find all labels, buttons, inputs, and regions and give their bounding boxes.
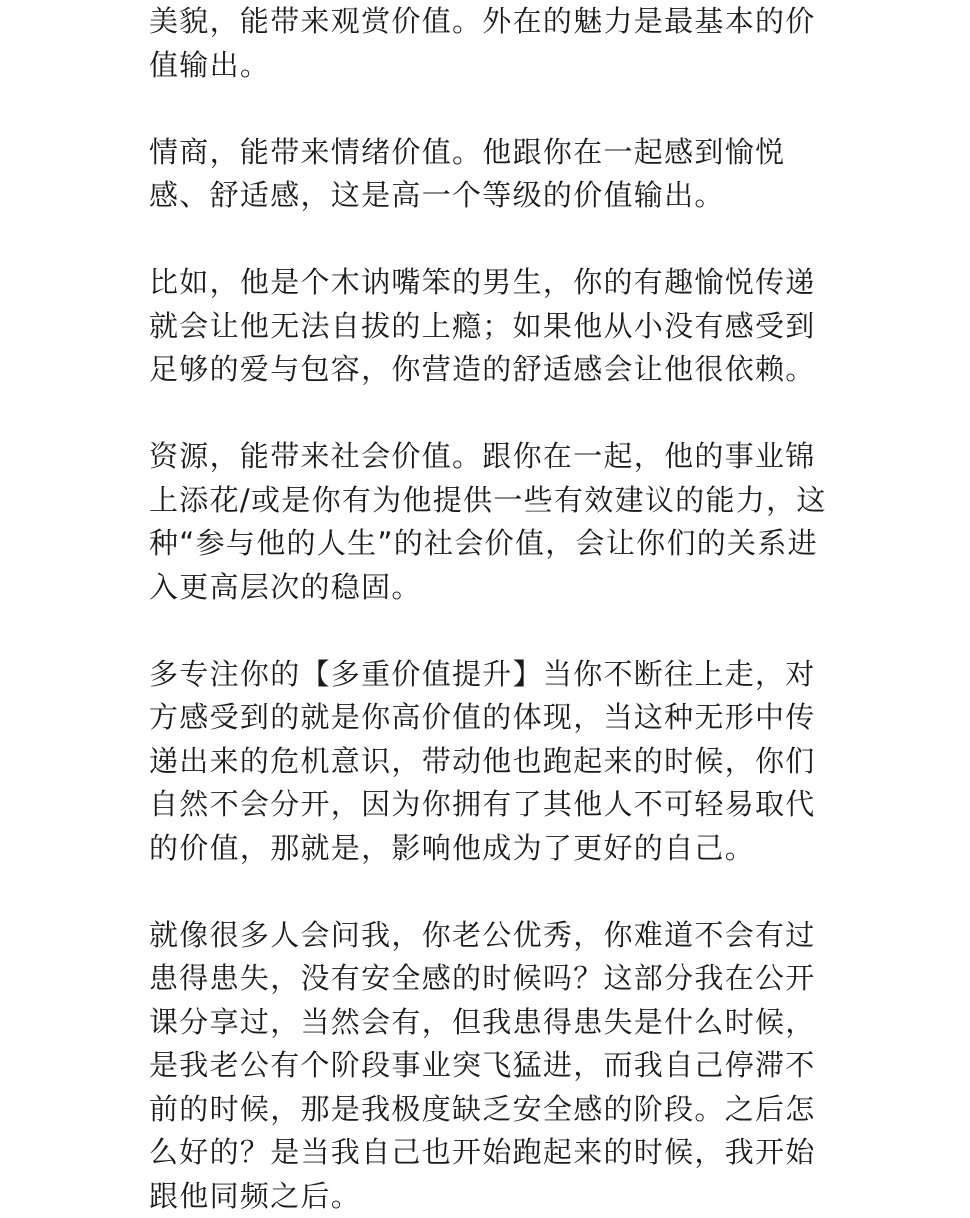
- paragraph-spacer: [149, 609, 829, 653]
- paragraph-value-improvement: [149, 653, 829, 871]
- text-line: 足够的爱与包容，你营造的舒适感会让他很依赖。: [149, 348, 829, 392]
- text-line: 方感受到的就是你高价值的体现，当这种无形中传: [149, 696, 829, 740]
- article-body: [149, 0, 829, 1218]
- text-line: 多专注你的【多重价值提升】当你不断往上走，对: [149, 653, 829, 697]
- text-line: 自然不会分开，因为你拥有了其他人不可轻易取代: [149, 783, 829, 827]
- text-line: 种“参与他的人生”的社会价值，会让你们的关系进: [149, 522, 829, 566]
- text-line: 资源，能带来社会价值。跟你在一起，他的事业锦: [149, 435, 829, 479]
- text-line: 感、舒适感，这是高一个等级的价值输出。: [149, 174, 829, 218]
- text-line: 患得患失，没有安全感的时候吗？这部分我在公开: [149, 957, 829, 1001]
- paragraph-resources: [149, 435, 829, 609]
- text-line: 就会让他无法自拔的上瘾；如果他从小没有感受到: [149, 305, 829, 349]
- paragraph-eq: [149, 131, 829, 218]
- text-line: 是我老公有个阶段事业突飞猛进，而我自己停滞不: [149, 1044, 829, 1088]
- text-line: 上添花/或是你有为他提供一些有效建议的能力，这: [149, 479, 829, 523]
- paragraph-spacer: [149, 392, 829, 436]
- paragraph-spacer: [149, 218, 829, 262]
- text-line: 就像很多人会问我，你老公优秀，你难道不会有过: [149, 914, 829, 958]
- text-line: 前的时候，那是我极度缺乏安全感的阶段。之后怎: [149, 1088, 829, 1132]
- paragraph-personal-story: [149, 914, 829, 1218]
- text-line: 么好的？是当我自己也开始跑起来的时候，我开始: [149, 1131, 829, 1175]
- text-line: 美貌，能带来观赏价值。外在的魅力是最基本的价: [149, 0, 829, 44]
- text-line: 入更高层次的稳固。: [149, 566, 829, 610]
- text-line: 值输出。: [149, 44, 829, 88]
- paragraph-spacer: [149, 87, 829, 131]
- text-line: 情商，能带来情绪价值。他跟你在一起感到愉悦: [149, 131, 829, 175]
- paragraph-appearance: [149, 0, 829, 87]
- paragraph-example: [149, 261, 829, 392]
- text-line: 递出来的危机意识，带动他也跑起来的时候，你们: [149, 740, 829, 784]
- text-line: 的价值，那就是，影响他成为了更好的自己。: [149, 827, 829, 871]
- text-line: 比如，他是个木讷嘴笨的男生，你的有趣愉悦传递: [149, 261, 829, 305]
- text-line: 课分享过，当然会有，但我患得患失是什么时候，: [149, 1001, 829, 1045]
- text-line: 跟他同频之后。: [149, 1175, 829, 1218]
- paragraph-spacer: [149, 870, 829, 914]
